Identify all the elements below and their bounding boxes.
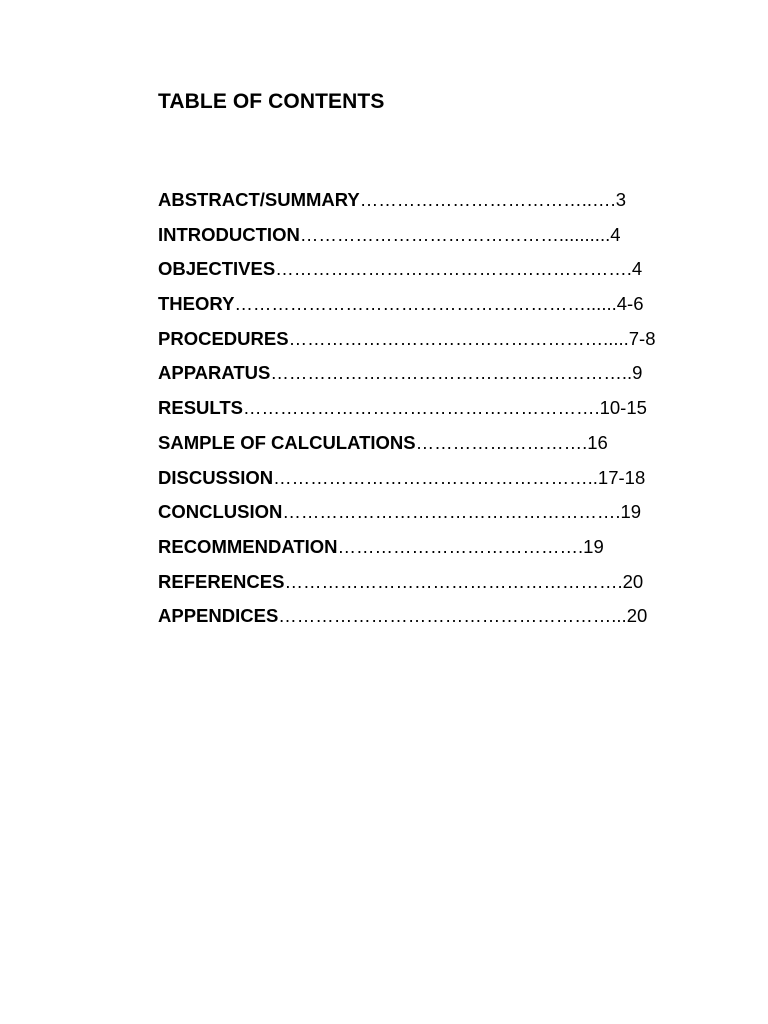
toc-entry-heading: THEORY [158, 293, 235, 315]
toc-entry-abstract [158, 187, 658, 222]
toc-entry-page: 10-15 [599, 397, 647, 419]
toc-entry-heading: APPENDICES [158, 605, 279, 627]
toc-entry-recommendation [158, 534, 658, 569]
toc-entry-results [158, 395, 658, 430]
toc-entry-heading: REFERENCES [158, 570, 285, 592]
toc-entry-page: 4 [631, 258, 643, 280]
toc-entry-heading: RESULTS [158, 397, 243, 419]
toc-entry-page: 20 [626, 605, 648, 627]
toc-entry-page: 19 [620, 501, 642, 523]
toc-entry-sample-calculations [158, 430, 658, 465]
toc-entry-heading: RECOMMENDATION [158, 535, 338, 557]
toc-entry-procedures [158, 326, 658, 361]
toc-entry-heading: SAMPLE OF CALCULATIONS [158, 431, 416, 453]
toc-entry-appendices [158, 603, 658, 638]
toc-entry-page: 20 [622, 570, 644, 592]
toc-entry-page: 16 [587, 431, 608, 453]
page-title: TABLE OF CONTENTS [158, 90, 385, 113]
table-of-contents [158, 187, 658, 638]
toc-entry-leader: ………………………………………………. [282, 501, 621, 523]
toc-entry-page: 7-8 [628, 327, 656, 349]
toc-entry-heading: APPARATUS [158, 362, 271, 384]
toc-entry-leader: ………………………………………………. [284, 570, 623, 592]
toc-entry-leader: ……………………………………………..... [288, 327, 629, 349]
toc-entry-apparatus [158, 360, 658, 395]
toc-entry-heading: ABSTRACT/SUMMARY [158, 189, 360, 210]
toc-entry-page: 3 [615, 189, 626, 210]
toc-entry-heading: INTRODUCTION [158, 223, 300, 245]
toc-entry-leader: …………………………………………………...... [234, 293, 617, 315]
toc-entry-introduction [158, 222, 658, 257]
toc-entry-page: 9 [632, 362, 643, 384]
toc-entry-page: 19 [583, 535, 604, 557]
toc-entry-heading: PROCEDURES [158, 327, 289, 349]
toc-entry-conclusion [158, 499, 658, 534]
toc-entry-leader: …………………………………………………. [242, 397, 600, 419]
toc-entry-heading: CONCLUSION [158, 501, 283, 523]
toc-entry-page: 4-6 [616, 293, 644, 315]
toc-entry-leader: …………………………………….......... [299, 223, 611, 245]
toc-entry-objectives [158, 256, 658, 291]
toc-entry-heading: OBJECTIVES [158, 258, 276, 280]
toc-entry-page: 4 [610, 223, 621, 245]
toc-entry-leader: ………………………………..…. [359, 189, 616, 210]
toc-entry-heading: DISCUSSION [158, 466, 274, 488]
toc-entry-theory [158, 291, 658, 326]
toc-entry-leader: ………………………………………………….. [270, 362, 633, 384]
toc-entry-leader: ………………………………………………... [278, 605, 627, 627]
toc-entry-page: 17-18 [597, 466, 646, 488]
toc-entry-leader: …………………………………. [337, 535, 584, 557]
toc-entry-discussion [158, 465, 658, 500]
toc-entry-leader: ………………………. [415, 431, 588, 453]
toc-entry-leader: …………………………………………………. [275, 258, 632, 280]
toc-entry-leader: …………………………………………….. [273, 466, 598, 488]
toc-entry-references [158, 569, 658, 604]
